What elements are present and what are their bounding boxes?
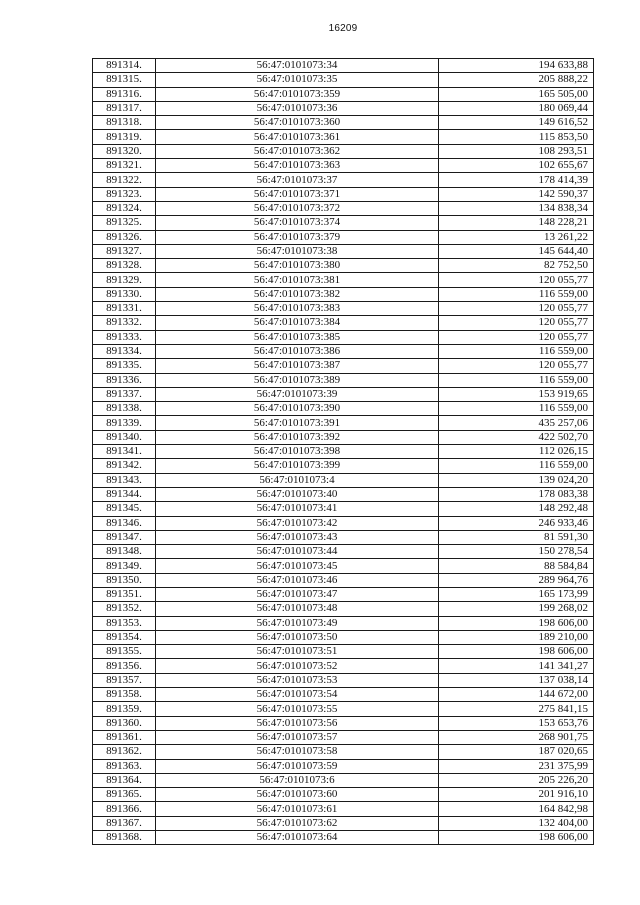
row-number-cell: 891351. xyxy=(93,587,156,601)
table-row xyxy=(93,587,594,601)
cadastral-number-cell: 56:47:0101073:51 xyxy=(156,645,439,659)
row-number-cell: 891357. xyxy=(93,673,156,687)
table-row xyxy=(93,773,594,787)
table-row xyxy=(93,502,594,516)
value-cell: 289 964,76 xyxy=(439,573,594,587)
cadastral-number-cell: 56:47:0101073:58 xyxy=(156,745,439,759)
row-number-cell: 891321. xyxy=(93,159,156,173)
cadastral-number-cell: 56:47:0101073:46 xyxy=(156,573,439,587)
row-number-cell: 891347. xyxy=(93,530,156,544)
page-number: 16209 xyxy=(328,23,358,34)
row-number-cell: 891317. xyxy=(93,101,156,115)
cadastral-number-cell: 56:47:0101073:371 xyxy=(156,187,439,201)
cadastral-number-cell: 56:47:0101073:41 xyxy=(156,502,439,516)
value-cell: 13 261,22 xyxy=(439,230,594,244)
cadastral-number-cell: 56:47:0101073:389 xyxy=(156,373,439,387)
row-number-cell: 891355. xyxy=(93,645,156,659)
cadastral-number-cell: 56:47:0101073:61 xyxy=(156,802,439,816)
table-row xyxy=(93,187,594,201)
table-row xyxy=(93,130,594,144)
cadastral-number-cell: 56:47:0101073:53 xyxy=(156,673,439,687)
row-number-cell: 891323. xyxy=(93,187,156,201)
row-number-cell: 891332. xyxy=(93,316,156,330)
value-cell: 120 055,77 xyxy=(439,302,594,316)
value-cell: 142 590,37 xyxy=(439,187,594,201)
value-cell: 201 916,10 xyxy=(439,788,594,802)
table-row xyxy=(93,287,594,301)
cadastral-number-cell: 56:47:0101073:34 xyxy=(156,59,439,73)
cadastral-number-cell: 56:47:0101073:57 xyxy=(156,730,439,744)
row-number-cell: 891350. xyxy=(93,573,156,587)
value-cell: 148 228,21 xyxy=(439,216,594,230)
row-number-cell: 891366. xyxy=(93,802,156,816)
table-row xyxy=(93,73,594,87)
row-number-cell: 891349. xyxy=(93,559,156,573)
value-cell: 268 901,75 xyxy=(439,730,594,744)
cadastral-number-cell: 56:47:0101073:361 xyxy=(156,130,439,144)
table-row xyxy=(93,702,594,716)
table-row xyxy=(93,816,594,830)
table-row xyxy=(93,373,594,387)
table-row xyxy=(93,445,594,459)
cadastral-number-cell: 56:47:0101073:64 xyxy=(156,831,439,845)
value-cell: 115 853,50 xyxy=(439,130,594,144)
table-row xyxy=(93,416,594,430)
cadastral-number-cell: 56:47:0101073:62 xyxy=(156,816,439,830)
value-cell: 153 653,76 xyxy=(439,716,594,730)
table-row xyxy=(93,530,594,544)
value-cell: 82 752,50 xyxy=(439,259,594,273)
row-number-cell: 891361. xyxy=(93,730,156,744)
row-number-cell: 891316. xyxy=(93,87,156,101)
cadastral-number-cell: 56:47:0101073:54 xyxy=(156,688,439,702)
row-number-cell: 891315. xyxy=(93,73,156,87)
table-row xyxy=(93,273,594,287)
row-number-cell: 891314. xyxy=(93,59,156,73)
cadastral-number-cell: 56:47:0101073:380 xyxy=(156,259,439,273)
table-row xyxy=(93,831,594,845)
value-cell: 165 173,99 xyxy=(439,587,594,601)
cadastral-number-cell: 56:47:0101073:50 xyxy=(156,630,439,644)
row-number-cell: 891353. xyxy=(93,616,156,630)
cadastral-number-cell: 56:47:0101073:59 xyxy=(156,759,439,773)
row-number-cell: 891344. xyxy=(93,487,156,501)
table-row xyxy=(93,630,594,644)
table-row xyxy=(93,759,594,773)
table-row xyxy=(93,788,594,802)
row-number-cell: 891348. xyxy=(93,545,156,559)
cadastral-number-cell: 56:47:0101073:398 xyxy=(156,445,439,459)
cadastral-number-cell: 56:47:0101073:387 xyxy=(156,359,439,373)
row-number-cell: 891342. xyxy=(93,459,156,473)
cadastral-number-cell: 56:47:0101073:360 xyxy=(156,116,439,130)
cadastral-number-cell: 56:47:0101073:6 xyxy=(156,773,439,787)
value-cell: 178 414,39 xyxy=(439,173,594,187)
table-row xyxy=(93,459,594,473)
value-cell: 116 559,00 xyxy=(439,459,594,473)
row-number-cell: 891324. xyxy=(93,201,156,215)
table-row xyxy=(93,201,594,215)
row-number-cell: 891359. xyxy=(93,702,156,716)
value-cell: 150 278,54 xyxy=(439,545,594,559)
value-cell: 116 559,00 xyxy=(439,402,594,416)
value-cell: 139 024,20 xyxy=(439,473,594,487)
cadastral-number-cell: 56:47:0101073:4 xyxy=(156,473,439,487)
table-row xyxy=(93,173,594,187)
row-number-cell: 891362. xyxy=(93,745,156,759)
table-row xyxy=(93,359,594,373)
registry-table-container xyxy=(92,58,593,845)
cadastral-number-cell: 56:47:0101073:55 xyxy=(156,702,439,716)
cadastral-number-cell: 56:47:0101073:37 xyxy=(156,173,439,187)
value-cell: 178 083,38 xyxy=(439,487,594,501)
row-number-cell: 891363. xyxy=(93,759,156,773)
cadastral-number-cell: 56:47:0101073:379 xyxy=(156,230,439,244)
row-number-cell: 891327. xyxy=(93,244,156,258)
cadastral-number-cell: 56:47:0101073:48 xyxy=(156,602,439,616)
value-cell: 120 055,77 xyxy=(439,316,594,330)
value-cell: 102 655,67 xyxy=(439,159,594,173)
table-row xyxy=(93,716,594,730)
cadastral-number-cell: 56:47:0101073:381 xyxy=(156,273,439,287)
row-number-cell: 891335. xyxy=(93,359,156,373)
value-cell: 116 559,00 xyxy=(439,287,594,301)
table-row xyxy=(93,602,594,616)
cadastral-number-cell: 56:47:0101073:43 xyxy=(156,530,439,544)
row-number-cell: 891339. xyxy=(93,416,156,430)
cadastral-number-cell: 56:47:0101073:49 xyxy=(156,616,439,630)
table-row xyxy=(93,387,594,401)
row-number-cell: 891352. xyxy=(93,602,156,616)
table-row xyxy=(93,159,594,173)
value-cell: 148 292,48 xyxy=(439,502,594,516)
value-cell: 187 020,65 xyxy=(439,745,594,759)
row-number-cell: 891334. xyxy=(93,344,156,358)
value-cell: 164 842,98 xyxy=(439,802,594,816)
row-number-cell: 891319. xyxy=(93,130,156,144)
cadastral-number-cell: 56:47:0101073:383 xyxy=(156,302,439,316)
value-cell: 145 644,40 xyxy=(439,244,594,258)
value-cell: 120 055,77 xyxy=(439,359,594,373)
value-cell: 81 591,30 xyxy=(439,530,594,544)
cadastral-number-cell: 56:47:0101073:382 xyxy=(156,287,439,301)
table-row xyxy=(93,302,594,316)
table-row xyxy=(93,559,594,573)
table-row xyxy=(93,101,594,115)
table-row xyxy=(93,259,594,273)
value-cell: 108 293,51 xyxy=(439,144,594,158)
row-number-cell: 891345. xyxy=(93,502,156,516)
row-number-cell: 891330. xyxy=(93,287,156,301)
cadastral-number-cell: 56:47:0101073:363 xyxy=(156,159,439,173)
cadastral-number-cell: 56:47:0101073:39 xyxy=(156,387,439,401)
registry-table-body xyxy=(93,59,594,845)
cadastral-number-cell: 56:47:0101073:372 xyxy=(156,201,439,215)
row-number-cell: 891346. xyxy=(93,516,156,530)
row-number-cell: 891358. xyxy=(93,688,156,702)
table-row xyxy=(93,545,594,559)
table-row xyxy=(93,730,594,744)
table-row xyxy=(93,144,594,158)
value-cell: 112 026,15 xyxy=(439,445,594,459)
row-number-cell: 891364. xyxy=(93,773,156,787)
value-cell: 199 268,02 xyxy=(439,602,594,616)
row-number-cell: 891325. xyxy=(93,216,156,230)
cadastral-number-cell: 56:47:0101073:36 xyxy=(156,101,439,115)
row-number-cell: 891354. xyxy=(93,630,156,644)
value-cell: 198 606,00 xyxy=(439,616,594,630)
value-cell: 132 404,00 xyxy=(439,816,594,830)
table-row xyxy=(93,344,594,358)
value-cell: 246 933,46 xyxy=(439,516,594,530)
row-number-cell: 891320. xyxy=(93,144,156,158)
cadastral-number-cell: 56:47:0101073:45 xyxy=(156,559,439,573)
row-number-cell: 891333. xyxy=(93,330,156,344)
table-row xyxy=(93,616,594,630)
value-cell: 422 502,70 xyxy=(439,430,594,444)
row-number-cell: 891328. xyxy=(93,259,156,273)
row-number-cell: 891338. xyxy=(93,402,156,416)
cadastral-number-cell: 56:47:0101073:391 xyxy=(156,416,439,430)
row-number-cell: 891331. xyxy=(93,302,156,316)
cadastral-number-cell: 56:47:0101073:42 xyxy=(156,516,439,530)
table-row xyxy=(93,59,594,73)
table-row xyxy=(93,316,594,330)
cadastral-number-cell: 56:47:0101073:385 xyxy=(156,330,439,344)
row-number-cell: 891368. xyxy=(93,831,156,845)
cadastral-number-cell: 56:47:0101073:40 xyxy=(156,487,439,501)
cadastral-number-cell: 56:47:0101073:60 xyxy=(156,788,439,802)
row-number-cell: 891360. xyxy=(93,716,156,730)
value-cell: 88 584,84 xyxy=(439,559,594,573)
value-cell: 205 888,22 xyxy=(439,73,594,87)
table-row xyxy=(93,87,594,101)
cadastral-number-cell: 56:47:0101073:47 xyxy=(156,587,439,601)
row-number-cell: 891343. xyxy=(93,473,156,487)
table-row xyxy=(93,402,594,416)
value-cell: 198 606,00 xyxy=(439,645,594,659)
value-cell: 141 341,27 xyxy=(439,659,594,673)
value-cell: 137 038,14 xyxy=(439,673,594,687)
table-row xyxy=(93,330,594,344)
row-number-cell: 891356. xyxy=(93,659,156,673)
value-cell: 153 919,65 xyxy=(439,387,594,401)
table-row xyxy=(93,487,594,501)
table-row xyxy=(93,516,594,530)
table-row xyxy=(93,745,594,759)
table-row xyxy=(93,430,594,444)
row-number-cell: 891329. xyxy=(93,273,156,287)
cadastral-number-cell: 56:47:0101073:384 xyxy=(156,316,439,330)
cadastral-number-cell: 56:47:0101073:386 xyxy=(156,344,439,358)
table-row xyxy=(93,230,594,244)
table-row xyxy=(93,802,594,816)
table-row xyxy=(93,573,594,587)
row-number-cell: 891326. xyxy=(93,230,156,244)
cadastral-number-cell: 56:47:0101073:399 xyxy=(156,459,439,473)
table-row xyxy=(93,473,594,487)
value-cell: 189 210,00 xyxy=(439,630,594,644)
cadastral-number-cell: 56:47:0101073:359 xyxy=(156,87,439,101)
cadastral-number-cell: 56:47:0101073:56 xyxy=(156,716,439,730)
value-cell: 116 559,00 xyxy=(439,373,594,387)
cadastral-number-cell: 56:47:0101073:38 xyxy=(156,244,439,258)
table-row xyxy=(93,659,594,673)
table-row xyxy=(93,116,594,130)
cadastral-number-cell: 56:47:0101073:52 xyxy=(156,659,439,673)
row-number-cell: 891318. xyxy=(93,116,156,130)
value-cell: 120 055,77 xyxy=(439,273,594,287)
value-cell: 435 257,06 xyxy=(439,416,594,430)
cadastral-number-cell: 56:47:0101073:362 xyxy=(156,144,439,158)
cadastral-number-cell: 56:47:0101073:390 xyxy=(156,402,439,416)
value-cell: 149 616,52 xyxy=(439,116,594,130)
row-number-cell: 891341. xyxy=(93,445,156,459)
table-row xyxy=(93,673,594,687)
row-number-cell: 891365. xyxy=(93,788,156,802)
value-cell: 116 559,00 xyxy=(439,344,594,358)
cadastral-number-cell: 56:47:0101073:35 xyxy=(156,73,439,87)
value-cell: 120 055,77 xyxy=(439,330,594,344)
row-number-cell: 891336. xyxy=(93,373,156,387)
value-cell: 275 841,15 xyxy=(439,702,594,716)
value-cell: 198 606,00 xyxy=(439,831,594,845)
value-cell: 194 633,88 xyxy=(439,59,594,73)
cadastral-number-cell: 56:47:0101073:392 xyxy=(156,430,439,444)
value-cell: 165 505,00 xyxy=(439,87,594,101)
registry-table xyxy=(92,58,594,845)
row-number-cell: 891322. xyxy=(93,173,156,187)
value-cell: 144 672,00 xyxy=(439,688,594,702)
table-row xyxy=(93,688,594,702)
value-cell: 134 838,34 xyxy=(439,201,594,215)
value-cell: 205 226,20 xyxy=(439,773,594,787)
cadastral-number-cell: 56:47:0101073:374 xyxy=(156,216,439,230)
row-number-cell: 891337. xyxy=(93,387,156,401)
table-row xyxy=(93,244,594,258)
table-row xyxy=(93,216,594,230)
row-number-cell: 891367. xyxy=(93,816,156,830)
value-cell: 180 069,44 xyxy=(439,101,594,115)
table-row xyxy=(93,645,594,659)
row-number-cell: 891340. xyxy=(93,430,156,444)
cadastral-number-cell: 56:47:0101073:44 xyxy=(156,545,439,559)
value-cell: 231 375,99 xyxy=(439,759,594,773)
